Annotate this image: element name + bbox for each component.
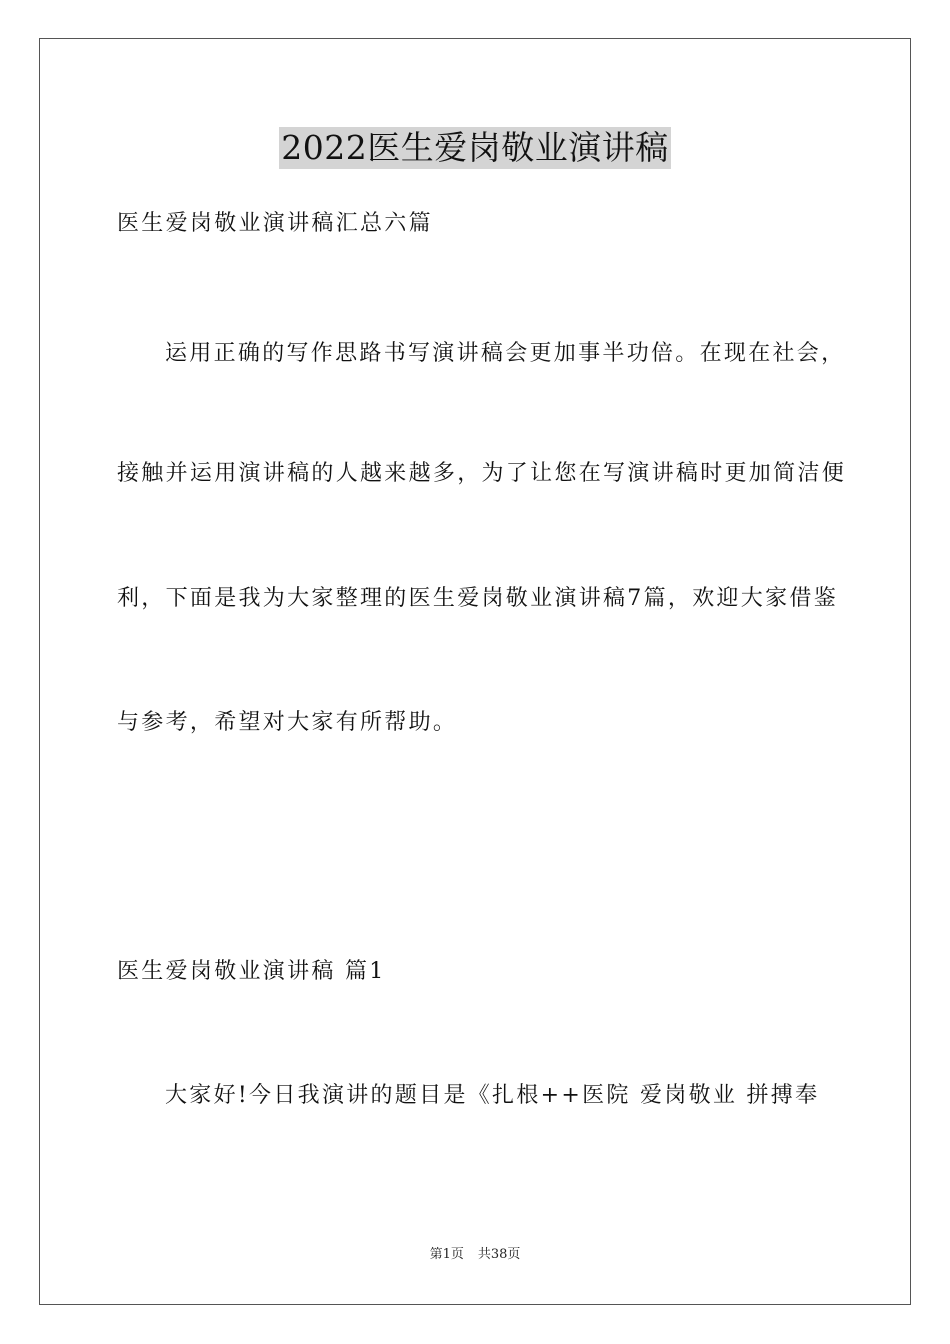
page-footer bbox=[0, 1246, 950, 1264]
document-subtitle: 医生爱岗敬业演讲稿汇总六篇 bbox=[117, 211, 433, 236]
title-container bbox=[0, 127, 950, 169]
intro-line-2: 接触并运用演讲稿的人越来越多，为了让您在写演讲稿时更加简洁便 bbox=[117, 461, 847, 486]
body-line-1: 大家好!今日我演讲的题目是《扎根++医院 爱岗敬业 拼搏奉 bbox=[165, 1083, 820, 1108]
intro-line-3: 利，下面是我为大家整理的医生爱岗敬业演讲稿7篇，欢迎大家借鉴 bbox=[117, 586, 838, 611]
document-title: 2022医生爱岗敬业演讲稿 bbox=[281, 128, 669, 167]
page-total: 共38页 bbox=[477, 1247, 521, 1262]
intro-line-1: 运用正确的写作思路书写演讲稿会更加事半功倍。在现在社会， bbox=[165, 341, 846, 366]
intro-line-4: 与参考，希望对大家有所帮助。 bbox=[117, 710, 458, 735]
page-number: 第1页 bbox=[429, 1247, 464, 1262]
section-heading: 医生爱岗敬业演讲稿 篇1 bbox=[117, 959, 386, 984]
